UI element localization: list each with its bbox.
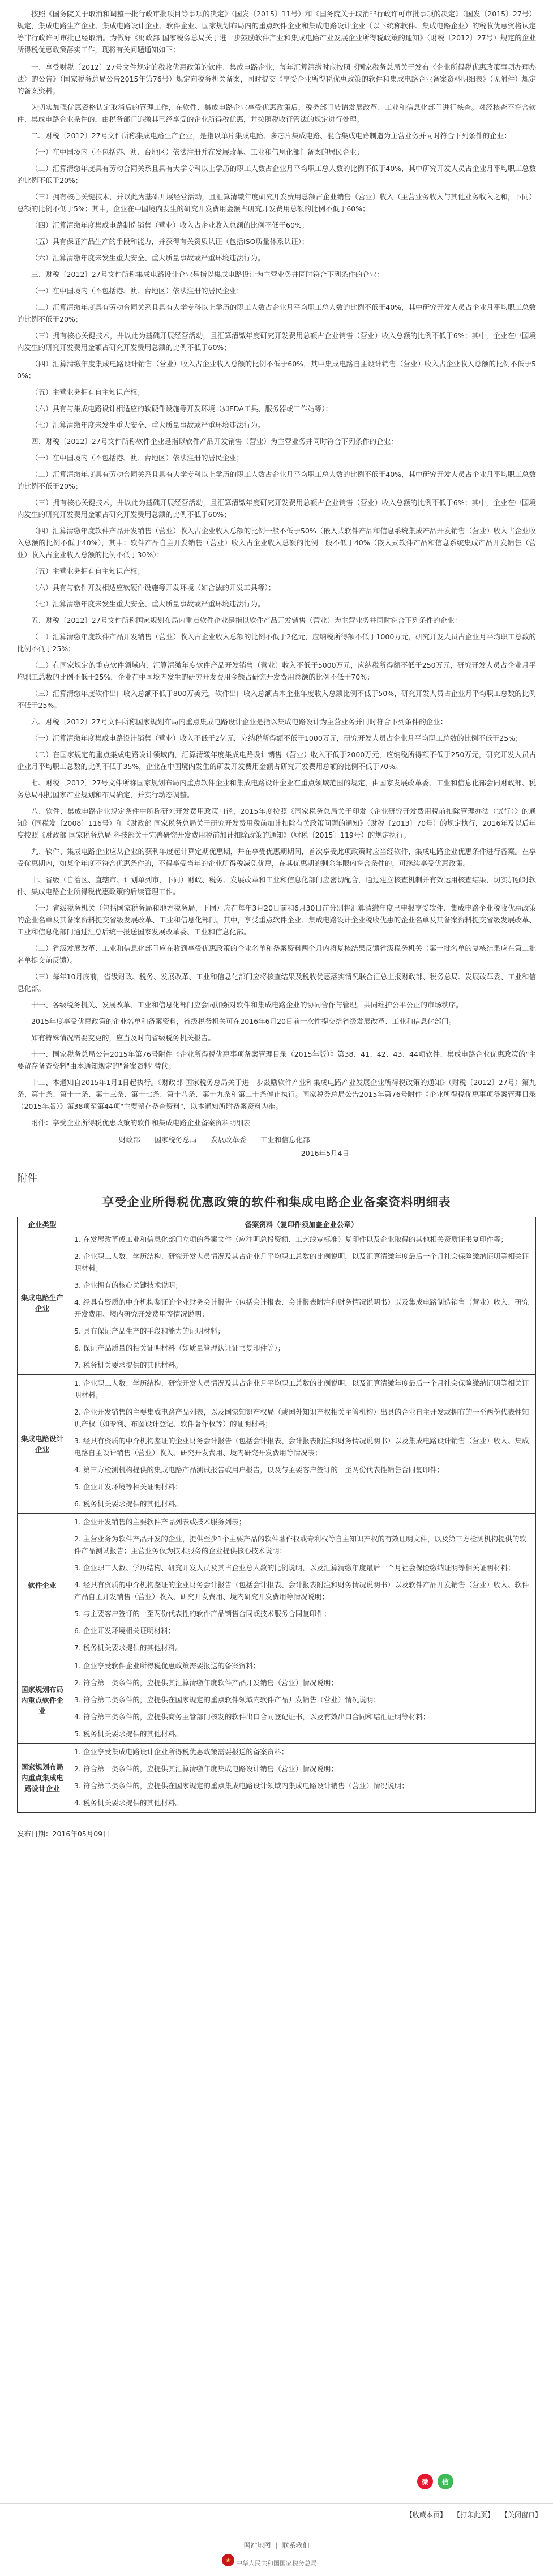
- material-item: 4. 符合第三类条件的，应提供商务主管部门核发的软件出口合同登记证书，以及有效出口合同和结汇证明等材料；: [74, 1712, 430, 1721]
- article-paragraph: （一）汇算清缴年度集成电路设计销售（营业）收入不低于2亿元，应纳税所得额不低于1000万元，研究开发人员占企业月平均职工总数的比例不低于25%；: [31, 734, 522, 742]
- article-paragraph: 六、财税〔2012〕27号文件所称国家规划布局内重点集成电路设计企业是指以集成电路设计为主营业务并同时符合下列条件的企业：: [31, 717, 448, 726]
- article-paragraph: 如有特殊情况需要变更的，应当及时向省级税务机关报告。: [31, 1033, 216, 1042]
- article-paragraph: （七）汇算清缴年度未发生重大安全、重大质量事故或严重环境违法行为。: [31, 600, 265, 608]
- material-item: 6. 保证产品质量的相关证明材料（如质量管理认证证书复印件等）；: [74, 1344, 285, 1352]
- share-buttons: [417, 2474, 453, 2489]
- article-paragraph: （一）在中国境内（不包括港、澳、台地区）依法注册并在发展改革、工业和信息化部门备案的居民企业；: [31, 148, 364, 156]
- material-item: 4. 第三方检测机构提供的集成电路产品测试报告或用户报告，以及与主要客户签订的一至两份代表性销售合同复印件；: [74, 1466, 444, 1474]
- material-item: 3. 企业职工人数、学历结构、研究开发人员及其占企业总人数的比例说明，以及汇算清缴年度最后一个月社会保险缴纳证明等相关证明材料；: [74, 1563, 515, 1572]
- material-item: 1. 企业享受软件企业所得税优惠政策需要报送的备案资料；: [74, 1661, 260, 1670]
- enterprise-type-cell: 集成电路生产企业: [18, 1231, 67, 1375]
- article-paragraph: 为切实加强优惠资格认定取消后的管理工作，在软件、集成电路企业享受优惠政策后，税务部门转请发展改革、工业和信息化部门进行核查。对经核查不符合软件、集成电路企业条件的，由税务部门追缴其已经享受的企业所得税优惠，并按照税收征管法的规定进行处理。: [17, 103, 536, 123]
- material-item: 1. 企业享受集成电路设计企业所得税优惠政策需要报送的备案资料；: [74, 1748, 289, 1756]
- column-header-type: 企业类型: [18, 1217, 67, 1231]
- attachment-table-body: [18, 1231, 536, 1813]
- page-operations: [406, 2510, 542, 2519]
- material-item: 4. 经具有资质的中介机构鉴证的企业财务会计报告（包括会计报表、会计报表附注和财务情况说明书）以及集成电路制造销售（营业）收入、研究开发费用、境内研究开发费用等情况说明；: [74, 1298, 529, 1318]
- material-item: 5. 企业开发环境等相关证明材料；: [74, 1483, 182, 1491]
- footer-links: [0, 2540, 553, 2550]
- table-row: [18, 1744, 536, 1813]
- article-paragraphs: [17, 8, 536, 1112]
- article-paragraph: （五）具有保证产品生产的手段和能力，并获得有关资质认证（包括ISO质量体系认证）；: [31, 237, 309, 246]
- article-paragraph: （二）汇算清缴年度具有劳动合同关系且具有大学专科以上学历的职工人数占企业月平均职工总人数的比例不低于40%，其中研究开发人员占企业月平均职工总数的比例不低于20%；: [17, 470, 536, 490]
- attachment-reference: 附件：享受企业所得税优惠政策的软件和集成电路企业备案资料明细表: [31, 1118, 251, 1127]
- table-row: [18, 1231, 536, 1375]
- material-item: 6. 税务机关要求提供的其他材料。: [74, 1500, 182, 1508]
- article-paragraph: （二）汇算清缴年度具有劳动合同关系且具有大学专科以上学历的职工人数占企业月平均职工总人数的比例不低于40%，其中研究开发人员占企业月平均职工总数的比例不低于20%；: [17, 164, 536, 185]
- article-paragraph: （七）汇算清缴年度未发生重大安全、重大质量事故或严重环境违法行为。: [31, 421, 265, 429]
- document-date: 2016年5月4日: [301, 1149, 349, 1157]
- article-paragraph: （二）在国家规定的重点软件领域内，汇算清缴年度软件产品开发销售（营业）收入不低于5000万元，应纳税所得额不低于250万元，研究开发人员占企业月平均职工总数的比例不低于25%，企业在中国境内发生的研究开发费用金额占研究开发费用总额的比例不低于70%；: [17, 661, 536, 681]
- article-paragraph: （三）拥有核心关键技术，并以此为基础开展经营活动，且汇算清缴年度研究开发费用总额占企业销售（营业）收入（主营业务收入与其他业务收入之和，下同）总额的比例不低于5%；其中，企业在中国境内发生的研究开发费用金额占研究开发费用总额的比例不低于60%；: [17, 193, 536, 213]
- signatories: 财政部 国家税务总局 发展改革委 工业和信息化部: [119, 1135, 310, 1144]
- material-item: 2. 符合第一类条件的，应提供其汇算清缴年度软件产品开发销售（营业）情况说明；: [74, 1678, 338, 1687]
- material-item: 2. 符合第一类条件的，应提供其汇算清缴年度集成电路设计销售（营业）情况说明；: [74, 1765, 338, 1773]
- article-paragraph: 十、省级（自治区、直辖市、计划单列市，下同）财政、税务、发展改革和工业和信息化部门应密切配合，通过建立核查机制并有效运用核查结果，切实加强对软件、集成电路企业所得税优惠政策的后续管理工作。: [17, 875, 536, 896]
- article-paragraph: （二）汇算清缴年度具有劳动合同关系且具有大学专科以上学历的职工人数占企业月平均职工总人数的比例不低于40%，其中研究开发人员占企业月平均职工总数的比例不低于20%；: [17, 303, 536, 323]
- close-window-link[interactable]: 【关闭窗口】: [500, 2511, 542, 2519]
- material-item: 4. 税务机关要求提供的其他材料。: [74, 1798, 182, 1807]
- article-paragraph: 八、软件、集成电路企业规定条件中所称研究开发费用政策口径，2015年度按照《国家税务总局关于印发〈企业研究开发费用税前扣除管理办法（试行）〉的通知》（国税发〔2008〕116号）和《财政部 国家税务总局关于研究开发费用税前加计扣除有关政策问题的通知》（财税〔2013〕70号）的规定执行，2016年及以后年度按照《财政部 国家税务总局 科技部关于完善研究开发费用税前加计扣除政策的通知》（财税〔2015〕119号）的规定执行。: [17, 807, 536, 839]
- material-item: 5. 税务机关要求提供的其他材料。: [74, 1729, 182, 1738]
- table-row: [18, 1657, 536, 1744]
- material-item: 2. 主营业务为软件产品开发的企业，提供至少1个主要产品的软件著作权或专利权等自主知识产权的有效证明文件，以及第三方检测机构提供的软件产品测试报告；主营业务仅为技术服务的企业提供核心技术说明；: [74, 1535, 526, 1555]
- material-item: 3. 符合第二类条件的，应提供在国家规定的重点软件领域内软件产品开发销售（营业）情况说明；: [74, 1695, 380, 1704]
- article-paragraph: 五、财税〔2012〕27号文件所称国家规划布局内重点软件企业是指以软件产品开发销售（营业）为主营业务并同时符合下列条件的企业：: [31, 616, 462, 625]
- article-paragraph: （四）汇算清缴年度集成电路制造销售（营业）收入占企业收入总额的比例不低于60%；: [31, 221, 309, 229]
- enterprise-type-cell: 软件企业: [18, 1514, 67, 1657]
- article-paragraph: 十一、各级税务机关、发展改革、工业和信息化部门应会同加强对软件和集成电路企业的协同合作与管理，共同维护公平公正的市场秩序。: [31, 1001, 463, 1009]
- footer-link-sitemap[interactable]: 网站地图: [243, 2541, 271, 2549]
- publish-date-label: 发布日期：: [17, 1830, 53, 1838]
- article-paragraph: （六）具有与集成电路设计相适应的软硬件设施等开发环境（如EDA工具、服务器或工作站等）；: [31, 404, 333, 413]
- article-paragraph: 十一、国家税务总局公告2015年第76号附件《企业所得税优惠事项备案管理目录（2015年版）》第38、41、42、43、44项软件、集成电路企业优惠政策的"主要留存备查资料"由本通知规定的"备案资料"替代。: [17, 1050, 536, 1070]
- material-item: 7. 税务机关要求提供的其他材料。: [74, 1361, 182, 1369]
- article-paragraph: （二）在国家规定的重点集成电路设计领域内，汇算清缴年度集成电路设计销售（营业）收入不低于2000万元，应纳税所得额不低于250万元，研究开发人员占企业月平均职工总数的比例不低于35%，企业在中国境内发生的研发开发费用金额占研究开发费用总额的比例不低于70%。: [17, 750, 536, 771]
- article-paragraph: （三）汇算清缴年度软件出口收入总额不低于800万美元，软件出口收入总额占本企业年度收入总额比例不低于50%，研究开发人员占企业月平均职工总数的比例不低于25%。: [17, 689, 536, 710]
- article-paragraph: （一）在中国境内（不包括港、澳、台地区）依法注册的居民企业；: [31, 454, 244, 462]
- article-paragraph: （四）汇算清缴年度集成电路设计销售（营业）收入占企业收入总额的比例不低于60%，其中集成电路自主设计销售（营业）收入占企业收入总额的比例不低于50%；: [17, 360, 536, 380]
- article-paragraph: 九、软件、集成电路企业应从企业的获利年度起计算定期优惠期，并在享受优惠期期间，首次享受此项政策时应当经软件、集成电路企业优惠条件进行备案。在享受优惠期内，如某个年度不符合优惠条件的，不得享受当年的企业所得税减免优惠，在其优惠期的剩余年限内符合条件的，可继续享受优惠政策。: [17, 847, 536, 868]
- article-paragraph: （一）在中国境内（不包括港、澳、台地区）依法注册的居民企业；: [31, 287, 244, 295]
- material-item: 2. 企业开发销售的主要集成电路产品列表，以及国家知识产权局（或国外知识产权相关主管机构）出具的企业自主开发或拥有的一至两份代表性知识产权（如专利、布图设计登记、软件著作权等）的证明材料；: [74, 1408, 529, 1428]
- publish-date: 2016年05月09日: [52, 1830, 110, 1838]
- article-paragraph: 七、财税〔2012〕27号文件所称国家规划布局内重点软件企业和集成电路设计企业在重点领域范围的规定，由国家发展改革委、工业和信息化部会同财政部、税务总局根据国家产业规划和布局确定，并实行动态调整。: [17, 779, 536, 799]
- article-paragraph: 按照《国务院关于取消和调整一批行政审批项目等事项的决定》（国发〔2015〕11号）和《国务院关于取消非行政许可审批事项的决定》（国发〔2015〕27号）规定，集成电路生产企业、集成电路设计企业、软件企业、国家规划布局内的重点软件企业和集成电路设计企业（以下统称软件、集成电路企业）的税收优惠资格认定等非行政许可审批已经取消。为做好《财政部 国家税务总局关于进一步鼓励软件产业和集成电路产业发展企业所得税政策的通知》（财税〔2012〕27号）规定的企业所得税优惠政策落实工作，现将有关问题通知如下：: [17, 10, 536, 54]
- enterprise-type-cell: 集成电路设计企业: [18, 1375, 67, 1514]
- material-item: 3. 企业拥有的核心关键技术说明；: [74, 1281, 182, 1289]
- material-item: 3. 经具有资质的中介机构鉴证的企业财务会计报告（包括会计报表、会计报表附注和财务情况说明书）以及集成电路设计销售（营业）收入、集成电路自主设计销售（营业）收入、研究开发费用、境内研究开发费用等情况表；: [74, 1437, 529, 1457]
- footer-copyright: 中华人民共和国国家税务总局: [236, 2560, 317, 2567]
- print-page-link[interactable]: 【打印此页】: [453, 2511, 494, 2519]
- material-item: 5. 具有保证产品生产的手段和能力的证明材料；: [74, 1327, 225, 1335]
- column-header-materials: 备案资料（复印件须加盖企业公章）: [67, 1217, 536, 1231]
- wechat-share-icon[interactable]: 信: [438, 2474, 453, 2489]
- materials-cell: [67, 1657, 536, 1744]
- article-paragraph: 三、财税〔2012〕27号文件所称集成电路设计企业是指以集成电路设计为主营业务并同时符合下列条件的企业：: [31, 270, 384, 279]
- table-row: [18, 1514, 536, 1657]
- materials-cell: [67, 1514, 536, 1657]
- article-paragraph: 十二、本通知自2015年1月1日起执行。《财政部 国家税务总局关于进一步鼓励软件产业和集成电路产业发展企业所得税政策的通知》（财税〔2012〕27号）第九条、第十条、第十一条、第十三条、第十七条、第十八条、第十九条和第二十条停止执行。国家税务总局公告2015年第76号附件《企业所得税优惠事项备案管理目录（2015年版）》第38项至第44项"主要留存备查资料"，以本通知所附备案资料为准。: [17, 1078, 536, 1110]
- article-paragraph: （六）具有与软件开发相适应软硬件设施等开发环境（如合法的开发工具等）；: [31, 583, 276, 592]
- material-item: 6. 企业开发环境相关证明材料；: [74, 1626, 175, 1635]
- enterprise-type-cell: 国家规划布局内重点软件企业: [18, 1657, 67, 1744]
- materials-cell: [67, 1744, 536, 1813]
- enterprise-type-cell: 国家规划布局内重点集成电路设计企业: [18, 1744, 67, 1813]
- footer-link-contact[interactable]: 联系我们: [282, 2541, 310, 2549]
- material-item: 3. 符合第二类条件的，应提供在国家规定的重点集成电路设计领域内集成电路设计销售（营业）情况说明；: [74, 1782, 409, 1790]
- attachment-title: 享受企业所得税优惠政策的软件和集成电路企业备案资料明细表: [102, 1195, 451, 1209]
- article-paragraph: （三）拥有核心关键技术，并以此为基础开展经营活动，且汇算清缴年度研究开发费用总额占企业销售（营业）收入总额的比例不低于6%；其中，企业在中国境内发生的研究开发费用金额占研究开发费用总额的比例不低于60%；: [17, 331, 536, 352]
- material-item: 5. 与主要客户签订的一至两份代表性的软件产品销售合同或技术服务合同复印件；: [74, 1609, 331, 1618]
- article-paragraph: （一）省级税务机关（包括国家税务局和地方税务局，下同）应在每年3月20日前和6月30日前分别将汇算清缴年度已申报享受软件、集成电路企业税收优惠政策的企业名单及其备案资料提交省级发展改革、工业和信息化部门。其中，享受重点软件企业、集成电路设计企业税收优惠的企业名单及其备案资料提交省级发展改革、工业和信息化部门通过汇总后统一报送国家发展改革委、工业和信息化部。: [17, 904, 536, 936]
- article-paragraph: （一）汇算清缴年度软件产品开发销售（营业）收入占企业收入总额的比例不低于2亿元，应纳税所得额不低于1000万元，研究开发人员占企业月平均职工总数的比例不低于25%；: [17, 633, 536, 653]
- material-item: 7. 税务机关要求提供的其他材料。: [74, 1643, 182, 1652]
- material-item: 2. 企业职工人数、学历结构、研究开发人员情况及其占企业月平均职工总数的比例说明，以及汇算清缴年度最后一个月社会保险缴纳证明等相关证明材料；: [74, 1252, 529, 1272]
- weibo-share-icon[interactable]: 微: [417, 2474, 433, 2489]
- table-row: [18, 1375, 536, 1514]
- article-paragraph: （二）省级发展改革、工业和信息化部门应在收到享受优惠政策的企业名单和备案资料两个月内将复核结果反馈省级税务机关（第一批名单的复核结果应在第二批名单提交前反馈）。: [17, 944, 536, 964]
- national-emblem-icon: ★: [222, 2554, 234, 2566]
- article-paragraph: 二、财税〔2012〕27号文件所称集成电路生产企业，是指以单片集成电路、多芯片集成电路、混合集成电路制造为主营业务并同时符合下列条件的企业：: [31, 131, 511, 140]
- material-item: 1. 在发展改革或工业和信息化部门立项的备案文件（应注明总投资额、工艺线宽标准）复印件以及企业取得的其他相关资质证书复印件等；: [74, 1235, 508, 1244]
- article-paragraph: （六）汇算清缴年度未发生重大安全、重大质量事故或严重环境违法行为。: [31, 254, 265, 262]
- material-item: 4. 经具有资质的中介机构鉴证的企业财务会计报告（包括会计报表、会计报表附注和财务情况说明书）以及软件产品开发销售（营业）收入、软件产品自主开发销售（营业）收入、研究开发费用、境内研究开发费用等情况说明；: [74, 1580, 529, 1601]
- article-paragraph: （四）汇算清缴年度软件产品开发销售（营业）收入占企业收入总额的比例一般不低于50%（嵌入式软件产品和信息系统集成产品开发销售（营业）收入占企业收入总额的比例不低于40%），其中：软件产品自主开发销售（营业）收入占企业收入总额的比例一般不低于40%（嵌入式软件产品和信息系统集成产品开发销售（营业）收入占企业收入总额的比例不低于30%）；: [17, 527, 536, 559]
- article-paragraph: 一、享受财税〔2012〕27号文件规定的税收优惠政策的软件、集成电路企业，每年汇算清缴时应按照《国家税务总局关于发布〈企业所得税优惠政策事项办理办法〉的公告》（国家税务总局公告2015年第76号）规定向税务机关备案，同时提交《享受企业所得税优惠政策的软件和集成电路企业备案资料明细表》（见附件）规定的备案资料。: [17, 63, 536, 95]
- materials-cell: [67, 1231, 536, 1375]
- table-header-row: [18, 1217, 536, 1231]
- article-paragraph: 四、财税〔2012〕27号文件所称软件企业是指以软件产品开发销售（营业）为主营业务并同时符合下列条件的企业：: [31, 437, 398, 446]
- article-paragraph: （三）拥有核心关键技术，并以此为基础开展经营活动，且汇算清缴年度研究开发费用总额占企业销售（营业）收入总额的比例不低于6%；其中，企业在中国境内发生的研究开发费用金额占研究开发费用总额的比例不低于60%；: [17, 498, 536, 519]
- attachment-label: 附件: [17, 1173, 37, 1185]
- material-item: 1. 企业职工人数、学历结构、研究开发人员情况及其占企业月平均职工总数的比例说明，以及汇算清缴年度最后一个月社会保险缴纳证明等相关证明材料；: [74, 1379, 529, 1399]
- article-paragraph: （三）每年10月底前，省级财政、税务、发展改革、工业和信息化部门应将核查结果及税收优惠落实情况联合汇总上报财政部、税务总局、发展改革委、工业和信息化部。: [17, 972, 536, 993]
- publish-date-line: [17, 1829, 536, 1839]
- article-paragraph: （五）主营业务拥有自主知识产权；: [31, 567, 145, 575]
- article-paragraph: （五）主营业务拥有自主知识产权；: [31, 388, 145, 396]
- materials-cell: [67, 1375, 536, 1514]
- favorite-page-link[interactable]: 【收藏本页】: [405, 2511, 447, 2519]
- material-item: 1. 企业开发销售的主要软件产品列表或技术服务列表；: [74, 1518, 246, 1526]
- attachment-table: [17, 1217, 536, 1813]
- footer-separator: |: [275, 2541, 278, 2549]
- article-paragraph: 2015年度享受优惠政策的企业名单和备案资料，省级税务机关可在2016年6月20日前一次性提交给省级发展改革、工业和信息化部门。: [31, 1017, 456, 1026]
